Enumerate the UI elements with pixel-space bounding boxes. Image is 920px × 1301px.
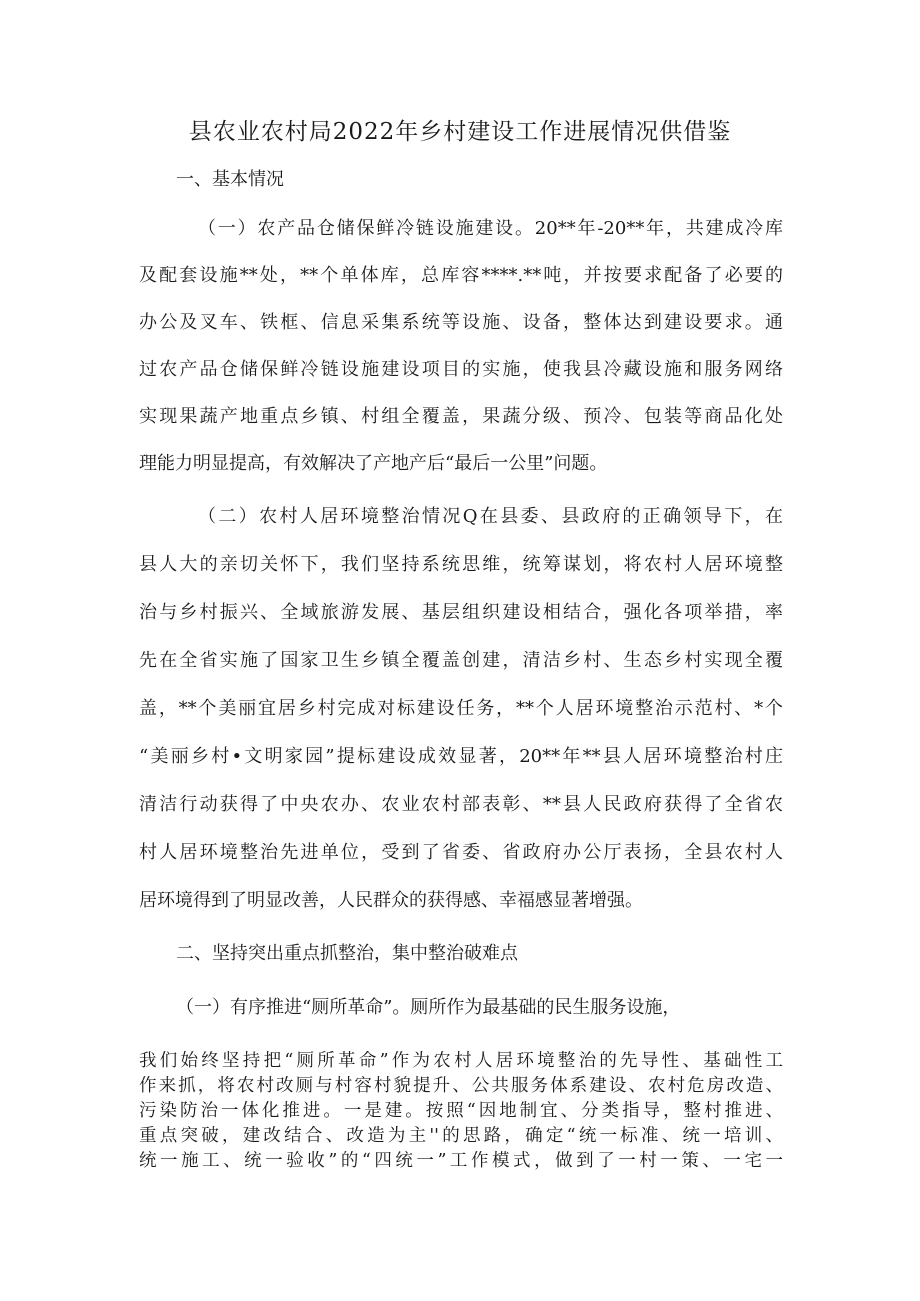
paragraph-line: 办公及叉车、铁框、信息采集系统等设施、设备，整体达到建设要求。通 [139, 312, 783, 333]
paragraph-line: 作来抓，将农村改厕与村容村貌提升、公共服务体系建设、农村危房改造、 [139, 1076, 783, 1096]
section-heading-basic-situation: 一、基本情况 [176, 169, 284, 190]
paragraph-line: 理能力明显提高，有效解决了产地产后“最后一公里”问题。 [139, 453, 608, 474]
paragraph-line: 污染防治一体化推进。一是建。按照“因地制宜、分类指导，整村推进、 [139, 1101, 783, 1121]
section-heading-key-rectification: 二、坚持突出重点抓整治，集中整治破难点 [176, 943, 518, 964]
paragraph-line: 过农产品仓储保鲜冷链设施建设项目的实施，使我县冷藏设施和服务网络 [139, 359, 783, 380]
paragraph-line: 我们始终坚持把“厕所革命”作为农村人居环境整治的先导性、基础性工 [139, 1051, 783, 1071]
paragraph-line: 统一施工、统一验收”的“四统一”工作模式，做到了一村一策、一宅一 [139, 1151, 783, 1171]
paragraph-line: 居环境得到了明显改善，人民群众的获得感、幸福感显著增强。 [139, 890, 643, 911]
paragraph-line: “美丽乡村•文明家园”提标建设成效显著，20**年**县人居环境整治村庄 [139, 746, 783, 767]
paragraph-line: 先在全省实施了国家卫生乡镇全覆盖创建，清洁乡村、生态乡村实现全覆 [139, 650, 783, 671]
paragraph-line: 重点突破，建改结合、改造为主''的思路，确定“统一标准、统一培训、 [139, 1126, 783, 1146]
document-title: 县农业农村局2022年乡村建设工作进展情况供借鉴 [188, 119, 732, 145]
paragraph-line: 及配套设施**处，**个单体库，总库容****.**吨，并按要求配备了必要的 [139, 265, 783, 286]
paragraph-line: 治与乡村振兴、全域旅游发展、基层组织建设相结合，强化各项举措，率 [139, 602, 783, 623]
paragraph-line: 村人居环境整治先进单位，受到了省委、省政府办公厅表扬，全县农村人 [139, 842, 783, 863]
paragraph-line: （一）有序推进“厕所革命”。厕所作为最基础的民生服务设施， [176, 997, 681, 1018]
paragraph-line: 县人大的亲切关怀下，我们坚持系统思维，统筹谋划，将农村人居环境整 [139, 554, 783, 575]
paragraph-line: 实现果蔬产地重点乡镇、村组全覆盖，果蔬分级、预冷、包装等商品化处 [139, 406, 783, 427]
paragraph-line: （二）农村人居环境整治情况Q在县委、县政府的正确领导下，在 [198, 506, 783, 527]
paragraph-line: 盖，**个美丽宜居乡村完成对标建设任务，**个人居环境整治示范村、*个 [139, 698, 783, 719]
paragraph-line: （一）农产品仓储保鲜冷链设施建设。20**年-20**年，共建成冷库 [198, 218, 783, 239]
paragraph-line: 清洁行动获得了中央农办、农业农村部表彰、**县人民政府获得了全省农 [139, 794, 783, 815]
